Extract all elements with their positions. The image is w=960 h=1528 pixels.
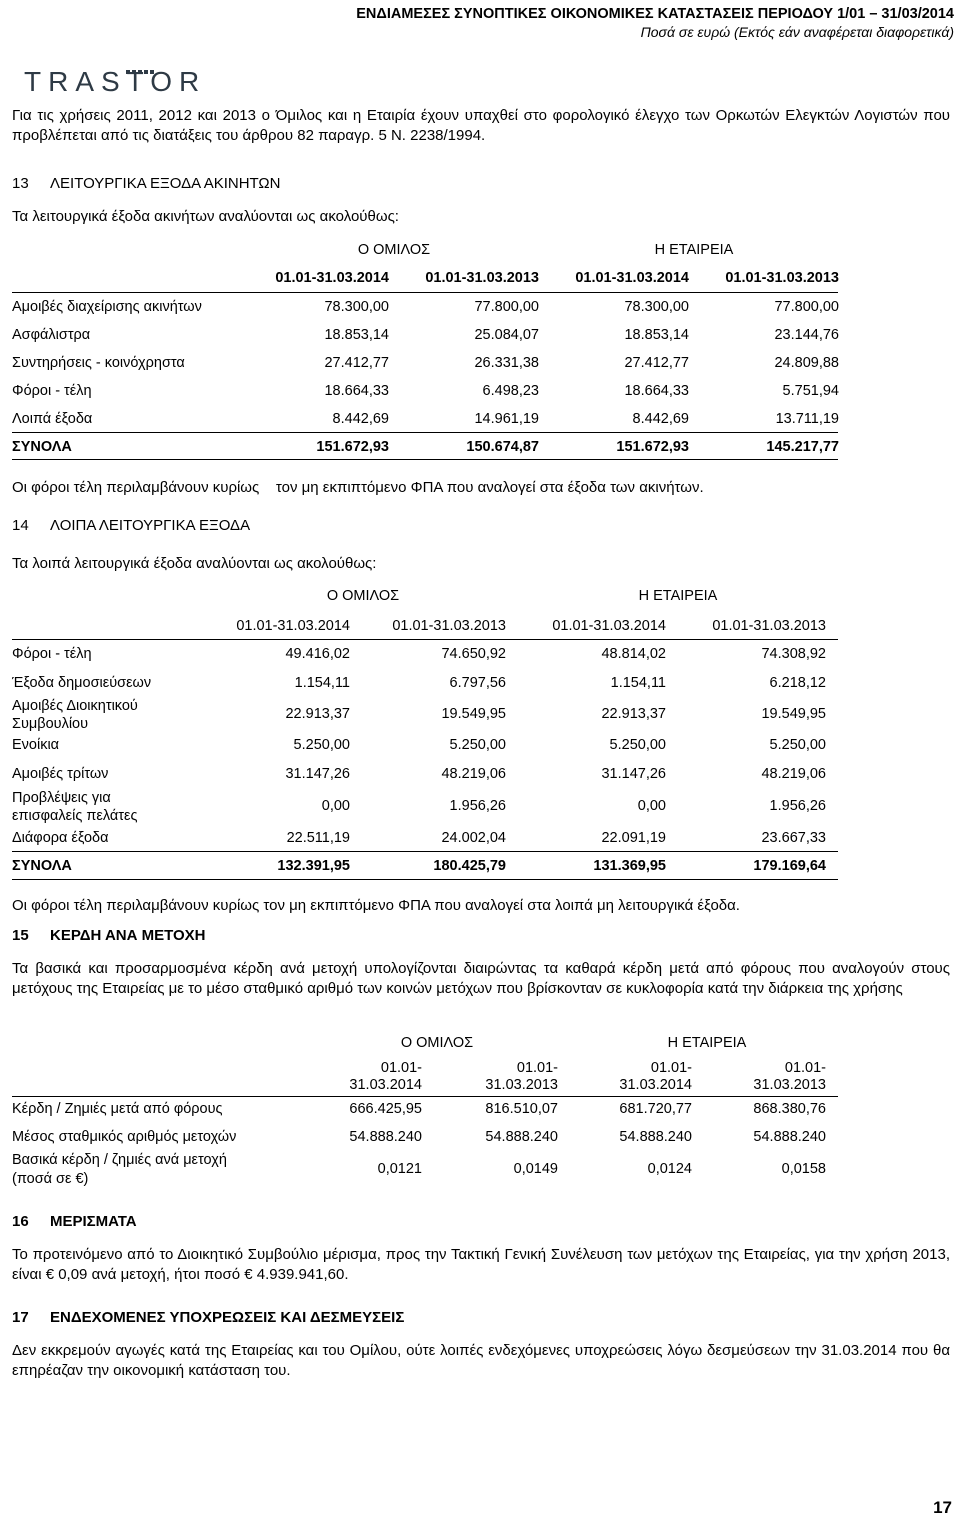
- table-rule: [12, 292, 838, 293]
- company-header: Η ΕΤΑΙΡΕΙΑ: [638, 588, 718, 604]
- section-14-heading: [12, 517, 250, 534]
- group-header: Ο ΟΜΙΛΟΣ: [357, 242, 431, 258]
- table-rule: [12, 1096, 838, 1097]
- cell-value: 0,0158: [781, 1161, 826, 1177]
- cell-value: 23.144,76: [774, 327, 839, 343]
- cell-value: 5.250,00: [293, 737, 350, 753]
- section-title: ΛΟΙΠΑ ΛΕΙΤΟΥΡΓΙΚΑ ΕΞΟΔΑ: [50, 517, 251, 534]
- section-title: ΕΝΔΕΧΟΜΕΝΕΣ ΥΠΟΧΡΕΩΣΕΙΣ ΚΑΙ ΔΕΣΜΕΥΣΕΙΣ: [50, 1309, 405, 1326]
- cell-value: 6.218,12: [769, 675, 826, 691]
- row-label: ΣΥΝΟΛΑ: [12, 439, 72, 455]
- row-label: Αμοιβές τρίτων: [12, 766, 109, 782]
- cell-value: 22.913,37: [285, 706, 350, 722]
- section-16-heading: [12, 1213, 137, 1230]
- cell-value: 54.888.240: [753, 1129, 826, 1145]
- cell-value: 54.888.240: [485, 1129, 558, 1145]
- period-header: 01.01-31.03.2013: [712, 618, 826, 634]
- cell-value: 14.961,19: [474, 411, 539, 427]
- cell-value: 19.549,95: [441, 706, 506, 722]
- cell-value: 19.549,95: [761, 706, 826, 722]
- section-number: 17: [12, 1309, 29, 1326]
- row-label: Κέρδη / Ζημιές μετά από φόρους: [12, 1101, 223, 1117]
- row-label: Μέσος σταθμικός αριθμός μετοχών: [12, 1129, 237, 1145]
- row-label: Αμοιβές διαχείρισης ακινήτων: [12, 299, 202, 315]
- section-number: 13: [12, 175, 29, 192]
- cell-value: 1.956,26: [769, 798, 826, 814]
- cell-value: 54.888.240: [619, 1129, 692, 1145]
- cell-value: 1.154,11: [294, 675, 350, 691]
- section-14-intro: Τα λοιπά λειτουργικά έξοδα αναλύονται ως ακολούθως:: [12, 555, 377, 572]
- cell-value: 27.412,77: [624, 355, 689, 371]
- total-value: 145.217,77: [766, 439, 839, 455]
- section-15-intro: Τα βασικά και προσαρμοσμένα κέρδη ανά μετοχή υπολογίζονται διαιρώντας τα καθαρά κέρδη μετά από φόρους που αναλογούν στους μετόχους της Εταιρείας με το μέσο σταθμικό αριθμό των κοινών μετόχων που βρίσκονταν σε κυκλοφορία κατά την διάρκεια της χρήσης: [12, 960, 950, 997]
- table-rule: [12, 851, 838, 852]
- cell-value: 48.814,02: [601, 646, 666, 662]
- period-header: 01.01-31.03.2013: [725, 270, 839, 286]
- table-rule: [12, 459, 838, 460]
- section-number: 14: [12, 517, 29, 534]
- cell-value: 27.412,77: [324, 355, 389, 371]
- company-logo: TRASTOR: [24, 66, 207, 97]
- cell-value: 666.425,95: [349, 1101, 422, 1117]
- cell-value: 816.510,07: [485, 1101, 558, 1117]
- row-label: Ασφάλιστρα: [12, 327, 91, 343]
- row-label: Φόροι - τέλη: [12, 646, 92, 662]
- row-label: Αμοιβές Διοικητικού Συμβουλίου: [12, 698, 138, 732]
- total-value: 132.391,95: [277, 858, 350, 874]
- cell-value: 1.154,11: [610, 675, 666, 691]
- cell-value: 78.300,00: [624, 299, 689, 315]
- cell-value: 78.300,00: [324, 299, 389, 315]
- cell-value: 23.667,33: [761, 830, 826, 846]
- section-title: ΜΕΡΙΣΜΑΤΑ: [50, 1213, 137, 1230]
- cell-value: 24.809,88: [774, 355, 839, 371]
- cell-value: 48.219,06: [761, 766, 826, 782]
- row-label: Λοιπά έξοδα: [12, 411, 93, 427]
- cell-value: 18.853,14: [624, 327, 689, 343]
- cell-value: 13.711,19: [775, 411, 839, 427]
- row-label: Βασικά κέρδη / ζημιές ανά μετοχή (ποσά σε €): [12, 1152, 227, 1187]
- period-line: 31.03.2014: [349, 1077, 422, 1093]
- cell-value: 1.956,26: [449, 798, 506, 814]
- section-15-heading: [12, 927, 206, 944]
- period-line: 31.03.2013: [485, 1077, 558, 1093]
- table-rule: [12, 639, 838, 640]
- cell-value: 77.800,00: [774, 299, 839, 315]
- cell-value: 18.664,33: [624, 383, 689, 399]
- group-header: Ο ΟΜΙΛΟΣ: [326, 588, 400, 604]
- section-number: 16: [12, 1213, 29, 1230]
- cell-value: 22.511,19: [286, 830, 350, 846]
- section-13-intro: Τα λειτουργικά έξοδα ακινήτων αναλύονται ως ακολούθως:: [12, 208, 399, 225]
- page-number: 17: [933, 1498, 952, 1517]
- report-header-title: ΕΝΔΙΑΜΕΣΕΣ ΣΥΝΟΠΤΙΚΕΣ ΟΙΚΟΝΟΜΙΚΕΣ ΚΑΤΑΣΤΑΣΕΙΣ ΠΕΡΙΟΔΟΥ 1/01 – 31/03/2014: [356, 6, 954, 22]
- cell-value: 74.308,92: [761, 646, 826, 662]
- cell-value: 18.853,14: [324, 327, 389, 343]
- cell-value: 5.250,00: [449, 737, 506, 753]
- section-17-text: Δεν εκκρεμούν αγωγές κατά της Εταιρείας και του Ομίλου, ούτε λοιπές ενδεχόμενες υποχρεώσεις λόγω δεσμεύσεων την 31.03.2014 που θα επηρέαζαν την οικονομική κατάσταση του.: [12, 1342, 950, 1379]
- report-header-subtitle: Ποσά σε ευρώ (Εκτός εάν αναφέρεται διαφορετικά): [640, 24, 954, 40]
- cell-value: 54.888.240: [349, 1129, 422, 1145]
- cell-value: 31.147,26: [285, 766, 350, 782]
- group-header: Ο ΟΜΙΛΟΣ: [400, 1035, 474, 1051]
- total-value: 151.672,93: [616, 439, 689, 455]
- row-label: Συντηρήσεις - κοινόχρηστα: [12, 355, 185, 371]
- cell-value: 8.442,69: [332, 411, 389, 427]
- cell-value: 18.664,33: [324, 383, 389, 399]
- cell-value: 26.331,38: [474, 355, 539, 371]
- cell-value: 6.797,56: [449, 675, 506, 691]
- period-header: [312, 1060, 422, 1094]
- total-value: 151.672,93: [316, 439, 389, 455]
- section-number: 15: [12, 927, 29, 944]
- section-17-heading: [12, 1309, 404, 1326]
- period-line: 31.03.2014: [619, 1077, 692, 1093]
- cell-value: 48.219,06: [441, 766, 506, 782]
- cell-value: 25.084,07: [474, 327, 539, 343]
- cell-value: 24.002,04: [441, 830, 506, 846]
- cell-value: 6.498,23: [482, 383, 539, 399]
- cell-value: 5.751,94: [782, 383, 839, 399]
- period-header: 01.01-31.03.2014: [236, 618, 350, 634]
- company-header: Η ΕΤΑΙΡΕΙΑ: [654, 242, 734, 258]
- period-line: 31.03.2013: [753, 1077, 826, 1093]
- cell-value: 49.416,02: [285, 646, 350, 662]
- row-label: Προβλέψεις για επισφαλείς πελάτες: [12, 790, 138, 824]
- cell-value: 0,0121: [377, 1161, 422, 1177]
- cell-value: 77.800,00: [474, 299, 539, 315]
- cell-value: 22.913,37: [601, 706, 666, 722]
- total-value: 180.425,79: [433, 858, 506, 874]
- section-14-note: Οι φόροι τέλη περιλαμβάνουν κυρίως τον μη εκπιπτόμενο ΦΠΑ που αναλογεί στα λοιπά μη λειτουργικά έξοδα.: [12, 897, 740, 914]
- period-line: 01.01-: [380, 1060, 422, 1076]
- section-13-heading: [12, 175, 280, 192]
- section-title: ΚΕΡΔΗ ΑΝΑ ΜΕΤΟΧΗ: [50, 927, 206, 944]
- cell-value: 8.442,69: [632, 411, 689, 427]
- cell-value: 74.650,92: [441, 646, 506, 662]
- period-header: [716, 1060, 826, 1094]
- cell-value: 5.250,00: [769, 737, 826, 753]
- row-label: ΣΥΝΟΛΑ: [12, 858, 72, 874]
- period-header: 01.01-31.03.2014: [275, 270, 389, 286]
- row-label: Φόροι - τέλη: [12, 383, 92, 399]
- cell-value: 22.091,19: [601, 830, 666, 846]
- period-line: 01.01-: [784, 1060, 826, 1076]
- section-16-text: Το προτεινόμενο από το Διοικητικό Συμβούλιο μέρισμα, προς την Τακτική Γενική Συνέλευση των μετόχων της Εταιρείας, για την χρήση 2013, είναι € 0,09 ανά μετοχή, ήτοι ποσό € 4.939.941,60.: [12, 1246, 950, 1283]
- cell-value: 0,0149: [513, 1161, 558, 1177]
- cell-value: 681.720,77: [619, 1101, 692, 1117]
- cell-value: 5.250,00: [609, 737, 666, 753]
- period-line: 01.01-: [650, 1060, 692, 1076]
- row-label: Διάφορα έξοδα: [12, 830, 109, 846]
- total-value: 131.369,95: [593, 858, 666, 874]
- cell-value: 0,00: [637, 798, 666, 814]
- table-rule: [12, 432, 838, 433]
- section-title: ΛΕΙΤΟΥΡΓΙΚΑ ΕΞΟΔΑ ΑΚΙΝΗΤΩΝ: [50, 175, 281, 192]
- period-header: 01.01-31.03.2013: [392, 618, 506, 634]
- period-header: 01.01-31.03.2014: [575, 270, 689, 286]
- cell-value: 868.380,76: [753, 1101, 826, 1117]
- period-header: 01.01-31.03.2013: [425, 270, 539, 286]
- cell-value: 0,00: [321, 798, 350, 814]
- total-value: 150.674,87: [466, 439, 539, 455]
- cell-value: 0,0124: [647, 1161, 692, 1177]
- period-header: [448, 1060, 558, 1094]
- period-header: 01.01-31.03.2014: [552, 618, 666, 634]
- section-13-note: Οι φόροι τέλη περιλαμβάνουν κυρίως τον μη εκπιπτόμενο ΦΠΑ που αναλογεί στα έξοδα των ακινήτων.: [12, 479, 704, 496]
- row-label: Ενοίκια: [12, 737, 60, 753]
- table-rule: [12, 879, 838, 880]
- cell-value: 31.147,26: [601, 766, 666, 782]
- period-header: [582, 1060, 692, 1094]
- company-header: Η ΕΤΑΙΡΕΙΑ: [667, 1035, 747, 1051]
- total-value: 179.169,64: [753, 858, 826, 874]
- period-line: 01.01-: [516, 1060, 558, 1076]
- tax-audit-paragraph: Για τις χρήσεις 2011, 2012 και 2013 ο Όμιλος και η Εταιρία έχουν υπαχθεί στο φορολογικό έλεγχο των Ορκωτών Ελεγκτών Λογιστών που προβλέπεται από τις διατάξεις του άρθρου 82 παραγρ. 5 Ν. 2238/1994.: [12, 107, 950, 144]
- row-label: Έξοδα δημοσιεύσεων: [12, 675, 152, 691]
